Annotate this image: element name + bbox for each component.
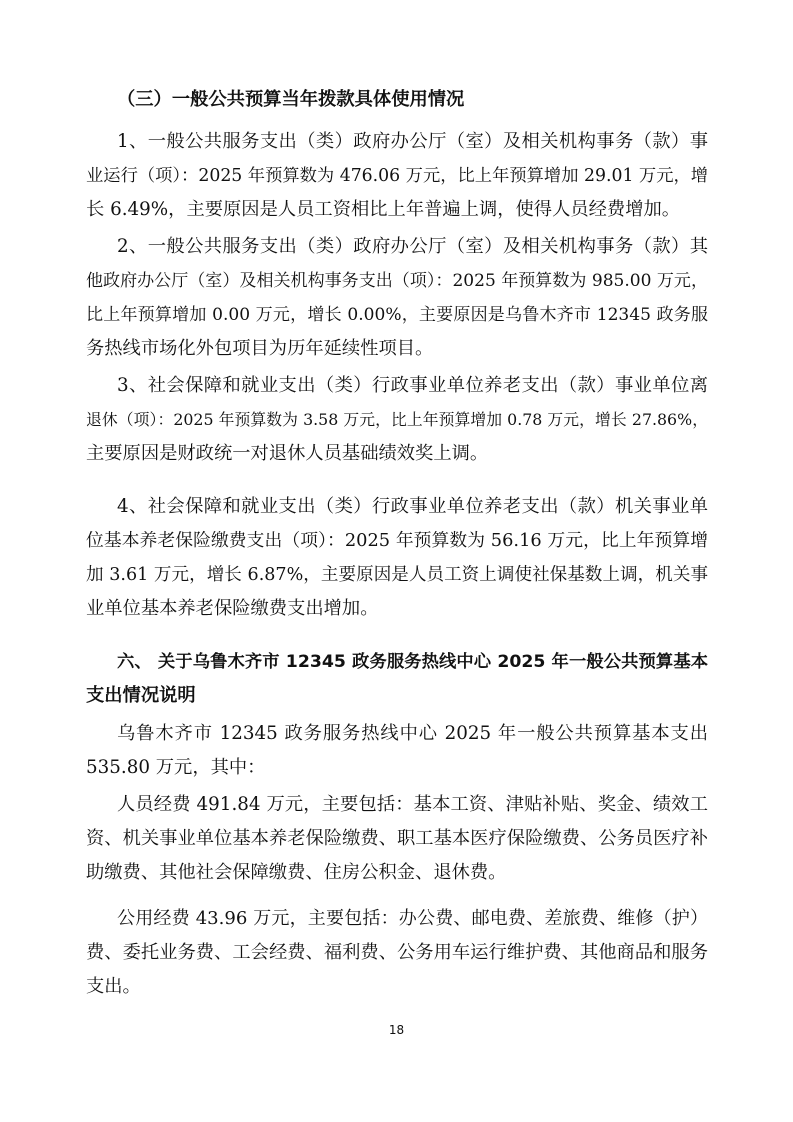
- paragraph-line: 加 3.61 万元，增长 6.87%，主要原因是人员工资上调使社保基数上调，机关事: [86, 565, 708, 585]
- paragraph-line: 长 6.49%，主要原因是人员工资相比上年普遍上调，使得人员经费增加。: [86, 199, 681, 220]
- paragraph-line: 1、一般公共服务支出（类）政府办公厅（室）及相关机构事务（款）事: [117, 131, 708, 152]
- paragraph-line: 资、机关事业单位基本养老保险缴费、职工基本医疗保险缴费、公务员医疗补: [86, 828, 708, 849]
- section-heading-6: 六、 关于乌鲁木齐市 12345 政务服务热线中心 2025 年一般公共预算基本: [117, 652, 708, 672]
- paragraph-line: 退休（项）：2025 年预算数为 3.58 万元，比上年预算增加 0.78 万元，增长 27.86%，: [86, 410, 708, 429]
- paragraph-line: 他政府办公厅（室）及相关机构事务支出（项）：2025 年预算数为 985.00 万元，: [86, 271, 708, 291]
- paragraph-line: 业运行（项）：2025 年预算数为 476.06 万元，比上年预算增加 29.01 万元，增: [86, 166, 709, 186]
- paragraph-line: 主要原因是财政统一对退休人员基础绩效奖上调。: [86, 443, 489, 464]
- paragraph-line: 乌鲁木齐市 12345 政务服务热线中心 2025 年一般公共预算基本支出: [117, 723, 708, 744]
- section-heading-3: （三）一般公共预算当年拨款具体使用情况: [117, 89, 465, 110]
- section-heading-6-cont: 支出情况说明: [86, 685, 196, 706]
- paragraph-line: 支出。: [86, 976, 141, 997]
- paragraph-line: 助缴费、其他社会保障缴费、住房公积金、退休费。: [86, 862, 507, 883]
- paragraph-line: 费、委托业务费、工会经费、福利费、公务用车运行维护费、其他商品和服务: [86, 942, 708, 963]
- paragraph-line: 2、一般公共服务支出（类）政府办公厅（室）及相关机构事务（款）其: [117, 236, 708, 257]
- paragraph-line: 公用经费 43.96 万元，主要包括：办公费、邮电费、差旅费、维修（护）: [117, 908, 708, 929]
- paragraph-line: 比上年预算增加 0.00 万元，增长 0.00%，主要原因是乌鲁木齐市 12345 政务服: [86, 305, 708, 325]
- paragraph-line: 535.80 万元，其中：: [86, 757, 266, 778]
- paragraph-line: 人员经费 491.84 万元，主要包括：基本工资、津贴补贴、奖金、绩效工: [117, 794, 708, 815]
- paragraph-line: 4、社会保障和就业支出（类）行政事业单位养老支出（款）机关事业单: [117, 496, 708, 517]
- page-number: 18: [388, 1023, 405, 1037]
- paragraph-line: 务热线市场化外包项目为历年延续性项目。: [86, 338, 434, 359]
- paragraph-line: 3、社会保障和就业支出（类）行政事业单位养老支出（款）事业单位离: [117, 375, 708, 396]
- paragraph-line: 业单位基本养老保险缴费支出增加。: [86, 598, 379, 619]
- paragraph-line: 位基本养老保险缴费支出（项）：2025 年预算数为 56.16 万元，比上年预算增: [86, 530, 708, 551]
